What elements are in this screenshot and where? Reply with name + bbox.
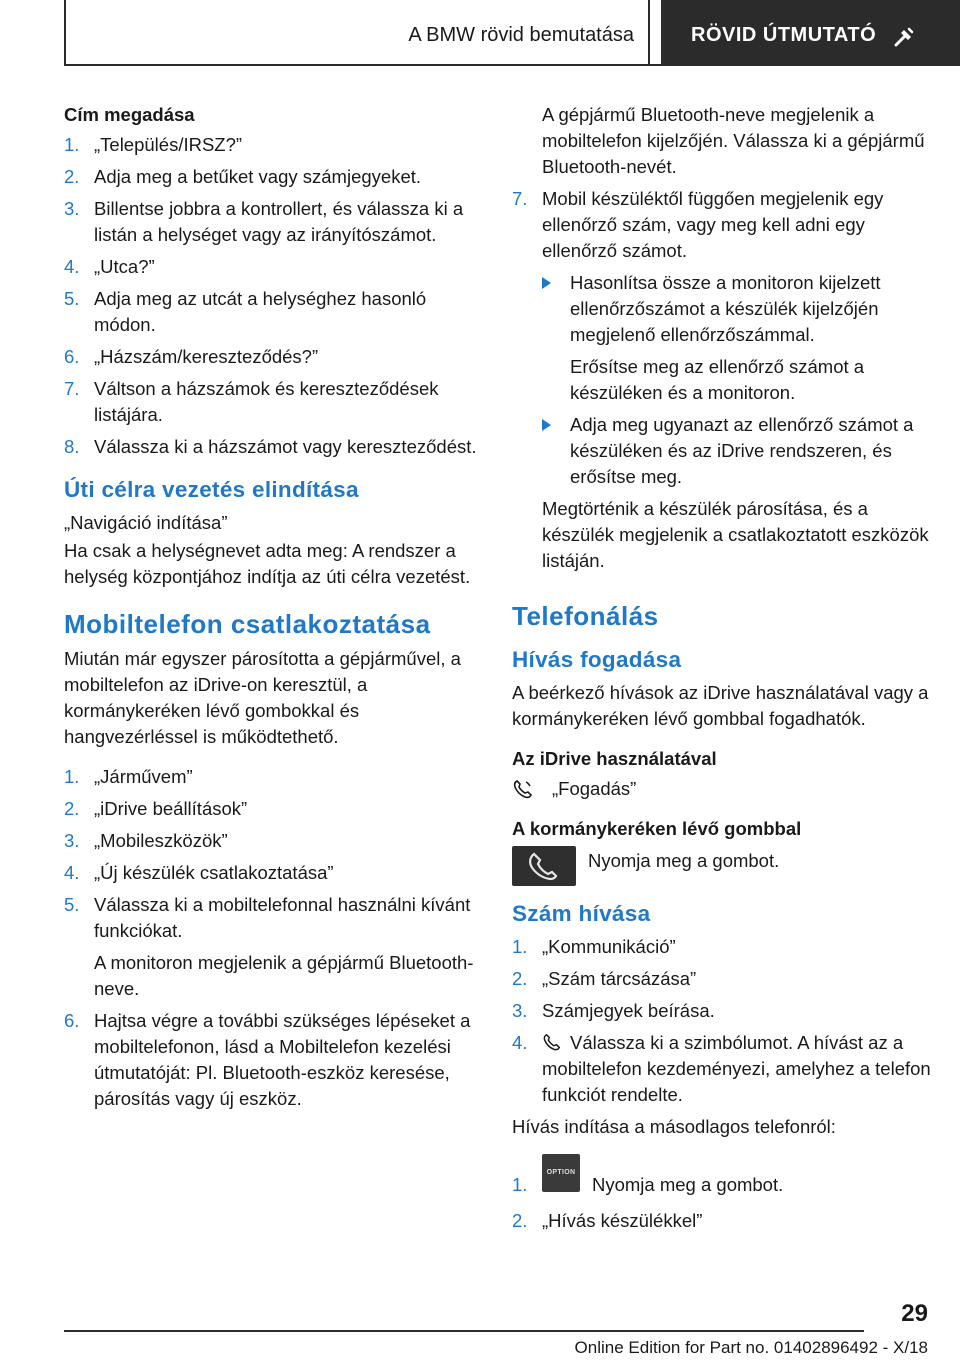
list-item: 6. Hajtsa végre a további szükséges lépéseket a mobiltelefonon, lásd a Mobiltelefon kezelési útmutatóját: Pl. Bluetooth-eszköz keresése, párosítás vagy új eszköz.: [64, 1010, 471, 1109]
list-item: 4. Válassza ki a szimbólumot. A hívást az a mobiltelefon kezdeményezi, amelyhez a telefon funkciót rendelte.: [512, 1032, 931, 1105]
list-item: 3. Billentse jobbra a kontrollert, és válassza ki a listán a helységet vagy az irányítószámot.: [64, 198, 464, 245]
list-item: 5. Adja meg az utcát a helységhez hasonló módon.: [64, 288, 427, 335]
hivas-paragraph: A beérkező hívások az iDrive használatával vagy a kormánykeréken lévő gombbal fogadhatók.: [512, 682, 929, 729]
triangle-bullet-icon: [542, 419, 551, 431]
continued-paragraph: A gépjármű Bluetooth-neve megjelenik a mobiltelefon kijelzőjén. Válassza ki a gépjármű Bluetooth-nevét.: [542, 104, 925, 177]
mobil-steps: [64, 764, 484, 1112]
list-item: 4. „Új készülék csatlakoztatása”: [64, 862, 334, 883]
list-item: 6. „Házszám/kereszteződés?”: [64, 346, 319, 367]
list-item: 2. „iDrive beállítások”: [64, 798, 248, 819]
sub-list-item: Adja meg ugyanazt az ellenőrző számot a készüléken és az iDrive rendszeren, és erősítse meg.: [512, 412, 932, 490]
steering-phone-button: [512, 846, 576, 886]
list-item: 2. „Hívás készülékkel”: [512, 1210, 703, 1231]
kormany-heading: A kormánykeréken lévő gombbal: [512, 818, 802, 839]
triangle-bullet-icon: [542, 277, 551, 289]
list-item: 1. „Kommunikáció”: [512, 936, 676, 957]
header-mid-rule: [648, 0, 650, 66]
kormany-item: Nyomja meg a gombot.: [512, 846, 932, 886]
idrive-item: „Fogadás”: [512, 776, 932, 802]
cim-heading: Cím megadása: [64, 104, 195, 125]
phone-receiver-icon: [512, 846, 576, 886]
cim-steps: [64, 132, 484, 460]
footer-edition: Online Edition for Part no. 01402896492 - X/18: [574, 1338, 928, 1357]
list-item: 3. „Mobileszközök”: [64, 830, 228, 851]
szam-hivasa-heading: Szám hívása: [512, 901, 651, 926]
list-item: 2. „Szám tárcsázása”: [512, 968, 697, 989]
uti-paragraph-2: Ha csak a helységnevet adta meg: A rendszer a helység központjához indítja az úti célra vezetést.: [64, 540, 471, 587]
mobil-paragraph: Miután már egyszer párosította a gépjárművel, a mobiltelefon az iDrive-on keresztül, a kormánykeréken lévő gombokkal és hangvezérléssel is működtethető.: [64, 648, 461, 747]
list-item: 4. „Utca?”: [64, 256, 155, 277]
list-item: 1. „Járművem”: [64, 766, 193, 787]
left-column: [64, 102, 484, 1118]
szam-steps: [512, 934, 932, 1108]
footer-rule: [64, 1330, 864, 1332]
list-item: 5. Válassza ki a mobiltelefonnal használni kívánt funkciókat.: [64, 894, 471, 941]
header-section-title: RÖVID ÚTMUTATÓ: [691, 24, 877, 46]
idrive-heading: Az iDrive használatával: [512, 748, 717, 769]
phone-icon: [542, 1032, 562, 1052]
right-column: [512, 102, 932, 1240]
list-item: 2. Adja meg a betűket vagy számjegyeket.: [64, 166, 422, 187]
list-item: 1. OPTION Nyomja meg a gombot.: [512, 1154, 932, 1198]
page-number: 29: [901, 1300, 928, 1327]
uti-paragraph-1: „Navigáció indítása”: [64, 512, 228, 533]
list-item: 8. Válassza ki a házszámot vagy kereszteződést.: [64, 436, 477, 457]
header-subtitle: A BMW rövid bemutatása: [408, 24, 634, 46]
mobil-heading: Mobiltelefon csatlakoztatása: [64, 609, 431, 639]
masodlagos-paragraph: Hívás indítása a másodlagos telefonról:: [512, 1116, 836, 1137]
phone-icon: [512, 778, 534, 800]
pairing-done-paragraph: Megtörténik a készülék párosítása, és a készülék megjelenik a csatlakoztatott eszközök listáján.: [542, 498, 929, 571]
list-item-continuation: A monitoron megjelenik a gépjármű Bluetooth-neve.: [94, 952, 474, 999]
sub-list-continuation: Erősítse meg az ellenőrző számot a készüléken és a monitoron.: [570, 356, 865, 403]
sub-list-item: Hasonlítsa össze a monitoron kijelzett ellenőrzőszámot a készülék kijelzőjén megjelenő ellenőrzőszámmal.: [512, 270, 932, 348]
telefonalas-heading: Telefonálás: [512, 601, 659, 631]
list-item: 1. „Település/IRSZ?”: [64, 134, 243, 155]
list-item: 7. Váltson a házszámok és kereszteződések listájára.: [64, 378, 439, 425]
list-item: 7. Mobil készüléktől függően megjelenik egy ellenőrző szám, vagy meg kell adni egy ellenőrző számot.: [512, 188, 884, 261]
tools-icon: [893, 26, 915, 48]
header-section-box: [661, 0, 960, 66]
option-button-icon: OPTION: [542, 1154, 580, 1192]
hivas-fogadasa-heading: Hívás fogadása: [512, 647, 682, 672]
uti-heading: Úti célra vezetés elindítása: [64, 477, 359, 502]
list-item: 3. Számjegyek beírása.: [512, 1000, 715, 1021]
